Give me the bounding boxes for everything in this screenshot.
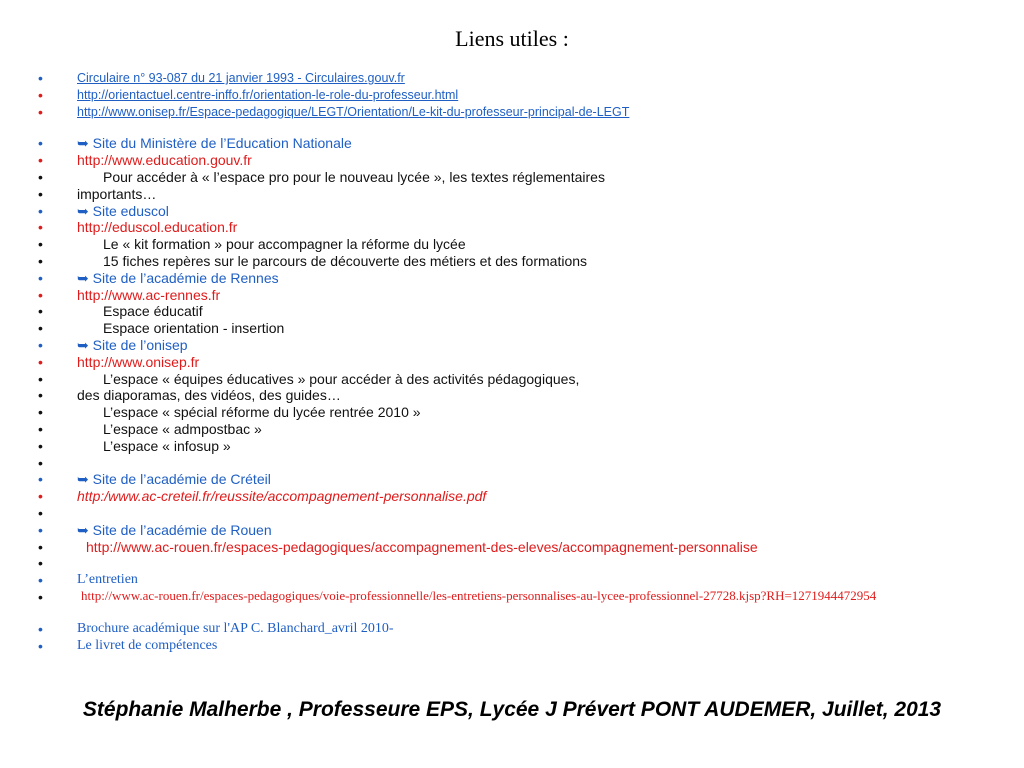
site-creteil-heading: ➥ Site de l’académie de Créteil bbox=[77, 471, 271, 488]
list-item bbox=[38, 471, 998, 488]
footer-author: Stéphanie Malherbe , Professeure EPS, Lycée J Prévert PONT AUDEMER, Juillet, 2013 bbox=[82, 698, 942, 721]
list-item bbox=[38, 169, 998, 186]
list-item bbox=[38, 371, 998, 388]
item-text: L’espace « infosup » bbox=[103, 437, 231, 454]
list-item bbox=[38, 152, 998, 169]
list-item bbox=[38, 219, 998, 236]
site-rouen-heading: ➥ Site de l’académie de Rouen bbox=[77, 521, 272, 538]
bullet-icon: • bbox=[38, 488, 43, 505]
list-item bbox=[38, 186, 998, 203]
bullet-icon: • bbox=[38, 370, 43, 387]
bullet-icon: • bbox=[38, 637, 43, 654]
bullet-icon: • bbox=[38, 103, 43, 120]
site-onisep-heading: ➥ Site de l’onisep bbox=[77, 336, 188, 353]
bullet-icon: • bbox=[38, 269, 43, 286]
bullet-icon: • bbox=[38, 320, 43, 337]
entretien-label: L’entretien bbox=[77, 572, 138, 588]
list-item bbox=[38, 203, 998, 220]
link-education-gouv[interactable]: http://www.education.gouv.fr bbox=[77, 152, 252, 169]
list-item bbox=[38, 287, 998, 304]
bullet-icon: • bbox=[38, 437, 43, 454]
list-item bbox=[38, 488, 998, 505]
bullet-icon: • bbox=[38, 555, 43, 572]
bullet-icon: • bbox=[38, 538, 43, 555]
bullet-icon: • bbox=[38, 70, 43, 86]
item-text: Espace orientation - insertion bbox=[103, 320, 285, 337]
list-item bbox=[38, 354, 998, 371]
item-text: importants… bbox=[77, 185, 157, 202]
list-item bbox=[38, 270, 998, 287]
item-text: L’espace « équipes éducatives » pour accéder à des activités pédagogiques, bbox=[103, 370, 580, 387]
bullet-icon: • bbox=[38, 152, 43, 169]
link-ac-rouen-ap[interactable]: http://www.ac-rouen.fr/espaces-pedagogiques/accompagnement-des-eleves/accompagnement-personnalise bbox=[86, 538, 758, 555]
link-onisep-kit[interactable]: http://www.onisep.fr/Espace-pedagogique/LEGT/Orientation/Le-kit-du-professeur-principal-de-LEGT bbox=[77, 104, 630, 119]
list-item bbox=[38, 70, 998, 87]
list-item bbox=[38, 621, 998, 638]
list-item bbox=[38, 253, 998, 270]
bullet-icon: • bbox=[38, 387, 43, 404]
list-item bbox=[38, 404, 998, 421]
link-livret[interactable]: Le livret de compétences bbox=[77, 637, 218, 653]
list-item bbox=[38, 337, 998, 354]
bullet-icon: • bbox=[38, 86, 43, 103]
list-item-empty bbox=[38, 455, 998, 472]
list-item bbox=[38, 572, 998, 589]
list-item bbox=[38, 303, 998, 320]
list-item bbox=[38, 539, 998, 556]
list-item bbox=[38, 522, 998, 539]
site-eduscol-heading: ➥ Site eduscol bbox=[77, 202, 169, 219]
list-item bbox=[38, 87, 998, 104]
item-text: L’espace « spécial réforme du lycée rentrée 2010 » bbox=[103, 404, 421, 421]
bullet-icon: • bbox=[38, 286, 43, 303]
link-circulaire[interactable]: Circulaire n° 93-087 du 21 janvier 1993 - Circulaires.gouv.fr bbox=[77, 71, 405, 85]
list-item bbox=[38, 135, 998, 152]
item-text: 15 fiches repères sur le parcours de découverte des métiers et des formations bbox=[103, 252, 588, 269]
bullet-icon: • bbox=[38, 504, 43, 521]
site-ministere-heading: ➥ Site du Ministère de l’Education Nationale bbox=[77, 135, 352, 152]
bullet-icon: • bbox=[38, 353, 43, 370]
link-eduscol[interactable]: http://eduscol.education.fr bbox=[77, 219, 238, 236]
bullet-icon: • bbox=[38, 620, 43, 637]
bullet-icon: • bbox=[38, 185, 43, 202]
list-item bbox=[38, 236, 998, 253]
site-rennes-heading: ➥ Site de l’académie de Rennes bbox=[77, 269, 279, 286]
link-orientactuel[interactable]: http://orientactuel.centre-inffo.fr/orientation-le-role-du-professeur.html bbox=[77, 87, 459, 102]
bullet-icon: • bbox=[38, 420, 43, 437]
links-list bbox=[38, 70, 998, 654]
bullet-icon: • bbox=[38, 471, 43, 488]
link-brochure[interactable]: Brochure académique sur l'AP C. Blanchard_avril 2010- bbox=[77, 620, 394, 636]
list-item-empty bbox=[38, 505, 998, 522]
list-item-empty bbox=[38, 555, 998, 572]
list-item bbox=[38, 589, 998, 606]
bullet-icon: • bbox=[38, 135, 43, 152]
page-title: Liens utiles : bbox=[455, 26, 569, 51]
item-text: L’espace « admpostbac » bbox=[103, 420, 262, 437]
link-ac-rennes[interactable]: http://www.ac-rennes.fr bbox=[77, 286, 221, 303]
item-text: des diaporamas, des vidéos, des guides… bbox=[77, 387, 341, 404]
link-ac-creteil[interactable]: http:/www.ac-creteil.fr/reussite/accompagnement-personnalise.pdf bbox=[77, 488, 487, 505]
bullet-icon: • bbox=[38, 454, 43, 471]
item-text: Pour accéder à « l’espace pro pour le nouveau lycée », les textes réglementaires bbox=[103, 168, 605, 185]
item-text: Espace éducatif bbox=[103, 303, 203, 320]
bullet-icon: • bbox=[38, 252, 43, 269]
link-onisep[interactable]: http://www.onisep.fr bbox=[77, 353, 200, 370]
bullet-icon: • bbox=[38, 588, 43, 605]
list-item bbox=[38, 320, 998, 337]
list-item bbox=[38, 104, 998, 121]
bullet-icon: • bbox=[38, 168, 43, 185]
link-ac-rouen-entretiens[interactable]: http://www.ac-rouen.fr/espaces-pedagogiques/voie-professionnelle/les-entretiens-personnalises-au-lycee-professionnel-27728.kjsp?RH=1271944472954 bbox=[81, 587, 877, 603]
item-text: Le « kit formation » pour accompagner la réforme du lycée bbox=[103, 236, 466, 253]
bullet-icon: • bbox=[38, 336, 43, 353]
bullet-icon: • bbox=[38, 303, 43, 320]
list-item bbox=[38, 421, 998, 438]
bullet-icon: • bbox=[38, 236, 43, 253]
bullet-icon: • bbox=[38, 572, 43, 589]
bullet-icon: • bbox=[38, 521, 43, 538]
bullet-icon: • bbox=[38, 404, 43, 421]
list-item bbox=[38, 638, 998, 655]
list-item bbox=[38, 438, 998, 455]
bullet-icon: • bbox=[38, 202, 43, 219]
bullet-icon: • bbox=[38, 219, 43, 236]
list-item bbox=[38, 387, 998, 404]
